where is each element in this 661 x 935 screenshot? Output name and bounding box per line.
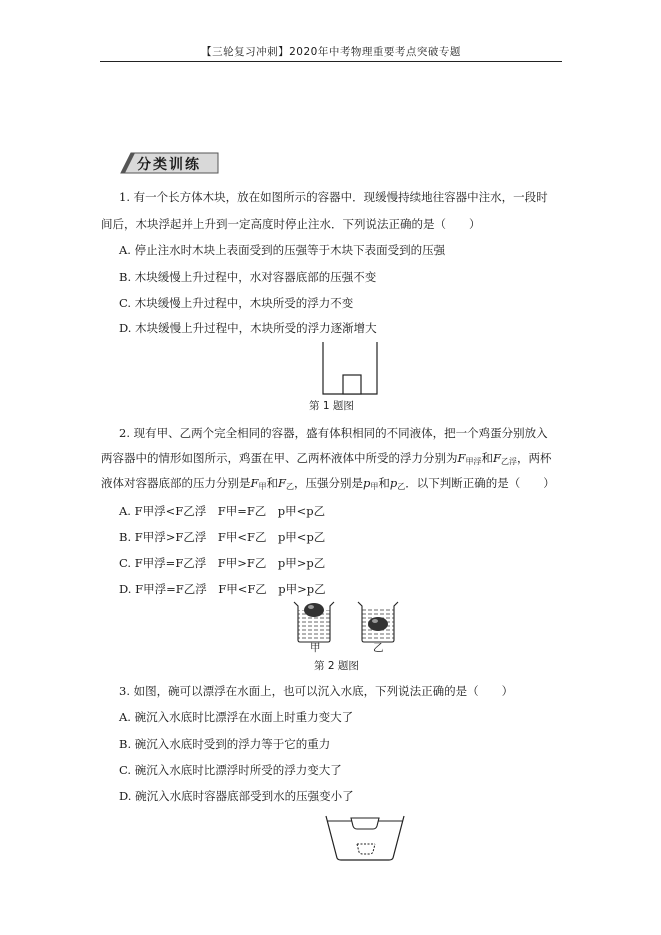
q1-caption: 第 1 题图 [309,400,354,412]
q3-line1: 3. 如图，碗可以漂浮在水面上，也可以沉入水底，下列说法正确的是（ ） [119,684,514,698]
floating-bowl [351,818,379,829]
section-tab [117,152,219,174]
header-rule [100,61,562,62]
q3-option-b: B. 碗沉入水底时受到的浮力等于它的重力 [119,737,331,751]
q2-figure-beakers [290,600,400,650]
q2-line3: 液体对容器底部的压力分别是$F_甲$和$F_乙$，压强分别是$p_甲$和$p_乙$．以下判断正确的是（ ） [101,476,555,491]
q2-line2: 两容器中的情形如图所示，鸡蛋在甲、乙两杯液体中所受的浮力分别为$F_{甲浮}$和$F_{乙浮}$，两杯 [101,451,552,466]
beaker-label-yi: 乙 [373,642,384,654]
q1-option-c: C. 木块缓慢上升过程中，木块所受的浮力不变 [119,296,354,310]
q1-option-a: A. 停止注水时木块上表面受到的压强等于木块下表面受到的压强 [119,243,446,257]
q1-option-d: D. 木块缓慢上升过程中，木块所受的浮力逐渐增大 [119,321,377,335]
sunken-bowl [357,844,375,854]
page-header: 【三轮复习冲刺】2020年中考物理重要考点突破专题 [201,46,461,58]
q1-line2: 间后，木块浮起并上升到一定高度时停止注水．下列说法正确的是（ ） [101,217,481,231]
q3-figure-bowl-tank [323,812,407,862]
q2-option-a: A. F甲浮<F乙浮 F甲=F乙 p甲<p乙 [119,504,326,518]
q3-option-d: D. 碗沉入水底时容器底部受到水的压强变小了 [119,789,354,803]
section-title: 分类训练 [137,157,201,173]
q1-option-b: B. 木块缓慢上升过程中，水对容器底部的压强不变 [119,270,377,284]
q2-caption: 第 2 题图 [314,660,359,672]
q1-figure-container [318,340,382,396]
egg-yi [368,617,388,631]
q2-option-b: B. F甲浮>F乙浮 F甲<F乙 p甲<p乙 [119,530,326,544]
q1-line1: 1. 有一个长方体木块，放在如图所示的容器中．现缓慢持续地往容器中注水，一段时 [119,190,548,204]
q3-option-c: C. 碗沉入水底时比漂浮时所受的浮力变大了 [119,763,342,777]
beaker-jia [294,602,334,642]
q2-option-d: D. F甲浮=F乙浮 F甲<F乙 p甲>p乙 [119,582,326,596]
wood-block [343,375,361,394]
q2-line1: 2. 现有甲、乙两个完全相同的容器，盛有体积相同的不同液体，把一个鸡蛋分别放入 [119,426,548,440]
beaker-yi [358,602,398,642]
beaker-label-jia: 甲 [310,642,321,654]
egg-jia [304,603,324,617]
q3-option-a: A. 碗沉入水底时比漂浮在水面上时重力变大了 [119,710,354,724]
q2-option-c: C. F甲浮=F乙浮 F甲>F乙 p甲>p乙 [119,556,326,570]
